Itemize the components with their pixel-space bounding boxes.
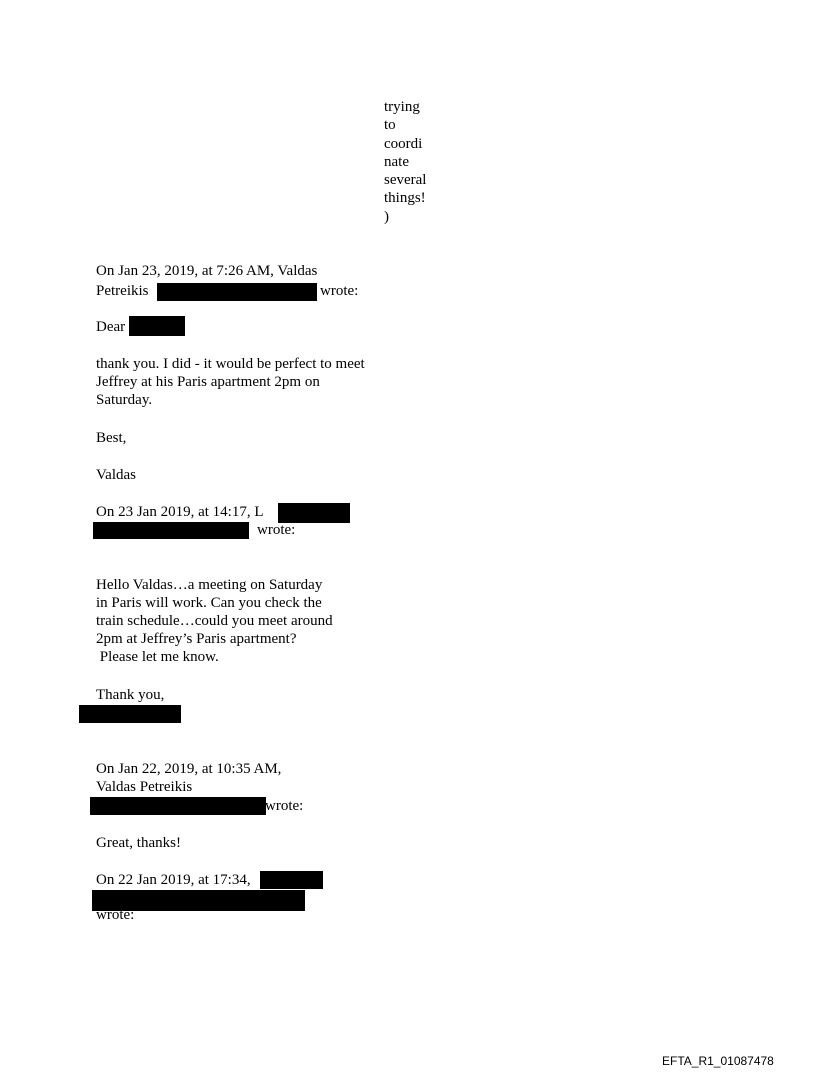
redaction-box: [278, 503, 350, 523]
redaction-box: [129, 316, 185, 336]
email1-signoff: Best,: [96, 430, 127, 446]
email1-signature: Valdas: [96, 467, 136, 483]
email2-body-line: Please let me know.: [96, 649, 219, 665]
email1-body-line: Jeffrey at his Paris apartment 2pm on: [96, 374, 320, 390]
document-id: EFTA_R1_01087478: [662, 1054, 774, 1068]
narrow-line: nate: [384, 153, 409, 170]
email1-header-name: Petreikis: [96, 283, 149, 299]
narrow-line: things!: [384, 190, 426, 207]
email2-header-line1: On 23 Jan 2019, at 14:17, L: [96, 504, 264, 520]
email1-header-line1: On Jan 23, 2019, at 7:26 AM, Valdas: [96, 263, 318, 279]
redaction-box: [90, 797, 266, 815]
email3-header-line1: On Jan 22, 2019, at 10:35 AM,: [96, 761, 282, 777]
redaction-box: [260, 871, 323, 889]
narrow-line: ): [384, 208, 389, 225]
email2-signoff: Thank you,: [96, 687, 165, 703]
email2-header-wrote: wrote:: [257, 522, 296, 538]
redaction-box: [79, 705, 181, 723]
redaction-box: [157, 283, 317, 301]
email2-body-line: in Paris will work. Can you check the: [96, 595, 322, 611]
email2-body-line: train schedule…could you meet around: [96, 613, 333, 629]
narrow-line: several: [384, 172, 427, 189]
narrow-wrapped-text: [384, 98, 434, 226]
email4-header-line1: On 22 Jan 2019, at 17:34,: [96, 872, 251, 888]
email2-body-line: 2pm at Jeffrey’s Paris apartment?: [96, 631, 297, 647]
email4-header-wrote: wrote:: [96, 907, 135, 923]
email3-header-wrote: wrote:: [265, 798, 304, 814]
email3-body: Great, thanks!: [96, 835, 181, 851]
narrow-line: trying: [384, 99, 420, 115]
narrow-line: to: [384, 117, 396, 134]
email1-body-line: Saturday.: [96, 392, 153, 408]
email3-header-line2: Valdas Petreikis: [96, 779, 193, 795]
email1-body-line: thank you. I did - it would be perfect to meet: [96, 356, 365, 372]
email2-body-line: Hello Valdas…a meeting on Saturday: [96, 577, 323, 593]
redaction-box: [93, 522, 249, 539]
email1-header-wrote: wrote:: [320, 283, 359, 299]
narrow-line: coordi: [384, 135, 423, 152]
email1-greeting: Dear: [96, 319, 126, 335]
